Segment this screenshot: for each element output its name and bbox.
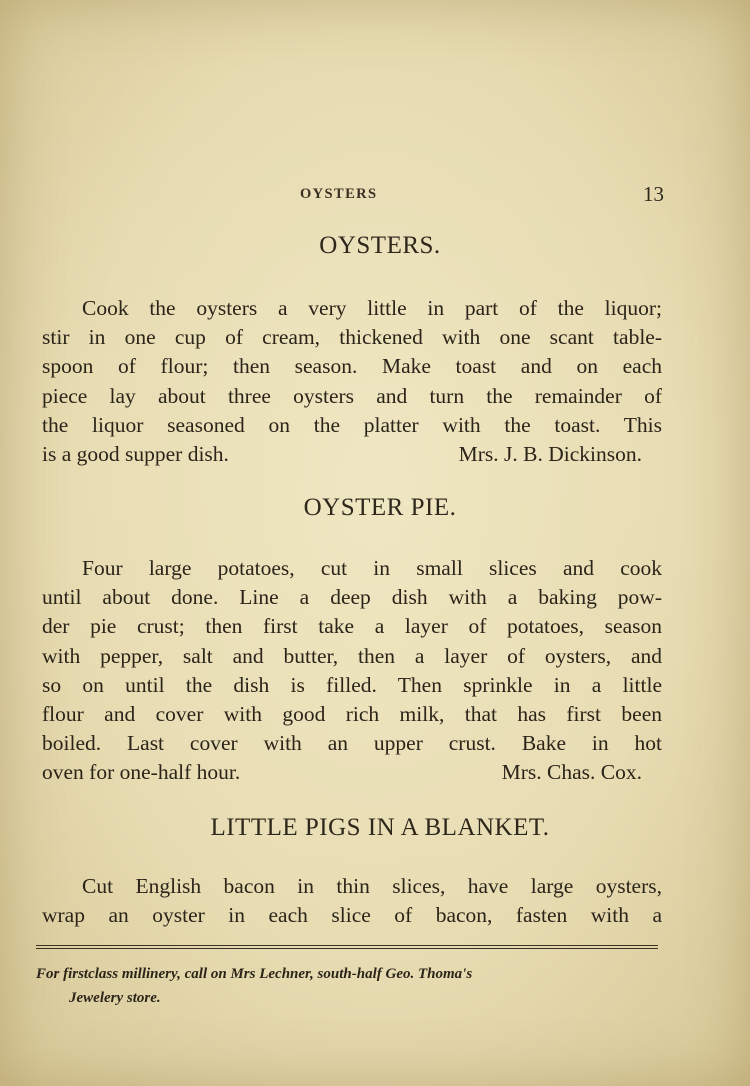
signature-row	[42, 440, 662, 469]
text-line: flour and cover with good rich milk, that has first been	[42, 702, 662, 727]
running-title: OYSTERS	[300, 186, 378, 202]
text-line: is a good supper dish.	[42, 442, 229, 467]
recipe-body-oyster-pie	[42, 554, 662, 788]
text-line: stir in one cup of cream, thickened with one scant table-	[42, 325, 662, 350]
text-line: boiled. Last cover with an upper crust. Bake in hot	[42, 731, 662, 756]
text-line: wrap an oyster in each slice of bacon, fasten with a	[42, 903, 662, 928]
recipe-body-oysters	[42, 294, 662, 469]
recipe-title-oysters: OYSTERS.	[319, 232, 441, 259]
ad-line: For firstclass millinery, call on Mrs Lechner, south-half Geo. Thoma's	[36, 966, 473, 982]
recipe-signature: Mrs. Chas. Cox.	[501, 760, 642, 785]
page-number: 13	[643, 182, 664, 206]
recipe-signature: Mrs. J. B. Dickinson.	[458, 442, 642, 467]
text-line: so on until the dish is filled. Then sprinkle in a little	[42, 672, 662, 697]
text-line: oven for one-half hour.	[42, 760, 241, 785]
text-line: der pie crust; then first take a layer of potatoes, season	[42, 614, 662, 639]
footer-divider	[36, 945, 658, 949]
text-line: Cook the oysters a very little in part of the liquor;	[82, 296, 662, 320]
signature-row	[42, 758, 662, 787]
text-line: with pepper, salt and butter, then a layer of oysters, and	[42, 643, 662, 668]
text-line: the liquor seasoned on the platter with the toast. This	[42, 412, 662, 437]
recipe-title-little-pigs: LITTLE PIGS IN A BLANKET.	[210, 814, 550, 841]
text-line: piece lay about three oysters and turn the remainder of	[42, 383, 662, 408]
running-head	[0, 182, 750, 210]
footer-advertisement	[36, 962, 666, 1010]
text-line: until about done. Line a deep dish with a baking pow-	[42, 585, 662, 610]
text-line: Four large potatoes, cut in small slices and cook	[82, 556, 662, 580]
recipe-body-little-pigs	[42, 872, 662, 930]
ad-line: Jewelery store.	[69, 990, 161, 1006]
text-line: Cut English bacon in thin slices, have large oysters,	[82, 874, 662, 898]
recipe-title-oyster-pie: OYSTER PIE.	[303, 494, 457, 521]
text-line: spoon of flour; then season. Make toast and on each	[42, 354, 662, 379]
